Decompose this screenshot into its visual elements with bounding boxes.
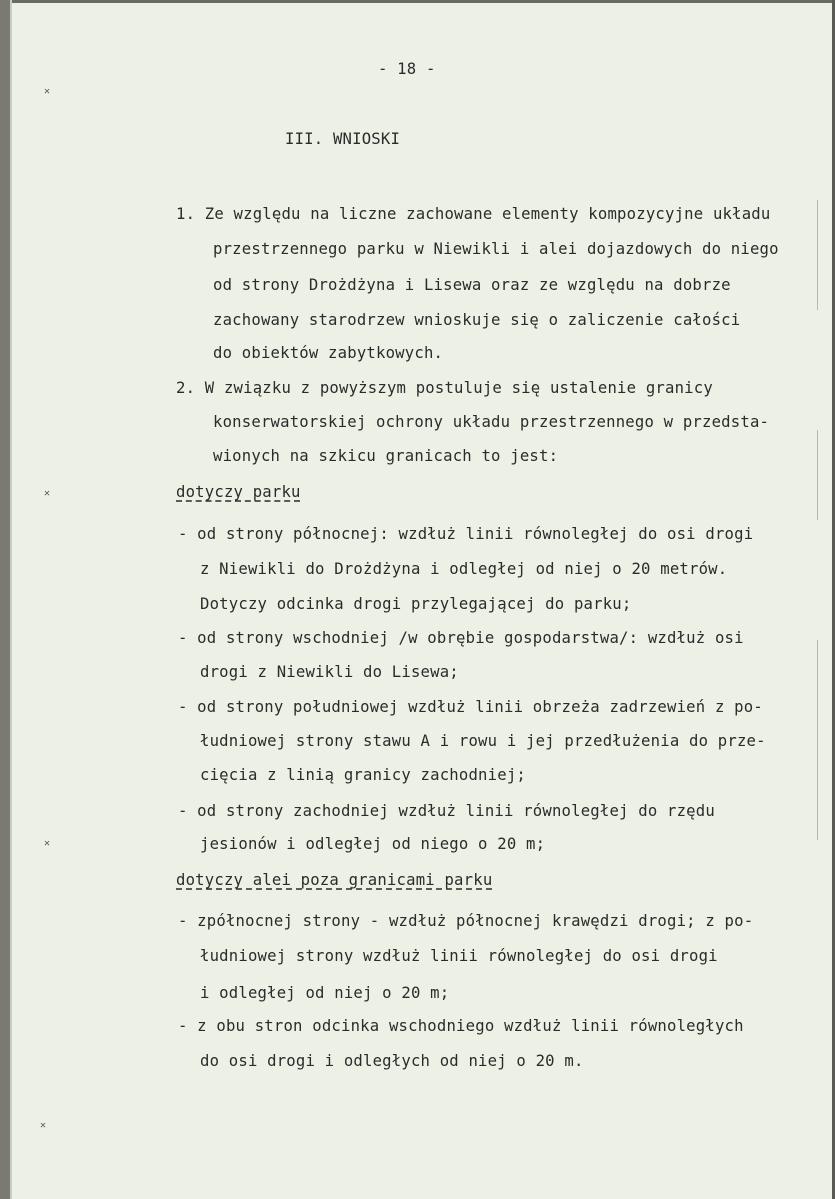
punch-mark: ✕ [40,1120,47,1131]
paragraph-line: zachowany starodrzew wnioskuje się o zaliczenie całości [213,311,741,329]
margin-line [817,430,818,520]
paragraph-line: 2. W związku z powyższym postuluje się ustalenie granicy [176,379,713,397]
list-item-line: - od strony południowej wzdłuż linii obrzeża zadrzewień z po- [178,698,763,716]
list-item-line: jesionów i odległej od niego o 20 m; [200,835,546,853]
punch-mark: ✕ [44,838,51,849]
list-item-line: - od strony północnej: wzdłuż linii równoległej do osi drogi [178,525,754,543]
subheading-alei: dotyczy alei poza granicami parku [176,871,493,889]
subheading-park: dotyczy parku [176,483,301,501]
section-title: III. WNIOSKI [285,130,401,148]
page-left-edge [0,0,10,1199]
list-item-line: łudniowej strony stawu A i rowu i jej przedłużenia do prze- [200,732,766,750]
punch-mark: ✕ [44,86,51,97]
list-item-line: do osi drogi i odległych od niej o 20 m. [200,1052,584,1070]
list-item-line: i odległej od niej o 20 m; [200,984,450,1002]
page-number: - 18 - [378,60,436,78]
list-item-line: łudniowej strony wzdłuż linii równoległej do osi drogi [200,947,718,965]
list-item-line: - od strony wschodniej /w obrębie gospodarstwa/: wzdłuż osi [178,629,744,647]
paragraph-line: do obiektów zabytkowych. [213,344,444,362]
paragraph-line: od strony Drożdżyna i Lisewa oraz ze względu na dobrze [213,276,731,294]
paragraph-line: przestrzennego parku w Niewikli i alei dojazdowych do niego [213,240,779,258]
paragraph-line: konserwatorskiej ochrony układu przestrzennego w przedsta- [213,413,770,431]
margin-line [817,200,818,310]
list-item-line: drogi z Niewikli do Lisewa; [200,663,459,681]
list-item-line: - z obu stron odcinka wschodniego wzdłuż linii równoległych [178,1017,744,1035]
list-item-line: z Niewikli do Drożdżyna i odległej od niej o 20 metrów. [200,560,728,578]
page-top-edge [0,0,835,3]
list-item-line: - od strony zachodniej wzdłuż linii równoległej do rzędu [178,802,715,820]
punch-mark: ✕ [44,488,51,499]
list-item-line: - zpółnocnej strony - wzdłuż północnej krawędzi drogi; z po- [178,912,754,930]
list-item-line: Dotyczy odcinka drogi przylegającej do parku; [200,595,632,613]
margin-line [817,640,818,840]
paragraph-line: 1. Ze względu na liczne zachowane elementy kompozycyjne układu [176,205,771,223]
page-left-edge-shadow [10,0,12,1199]
list-item-line: cięcia z linią granicy zachodniej; [200,766,526,784]
paragraph-line: wionych na szkicu granicach to jest: [213,447,559,465]
